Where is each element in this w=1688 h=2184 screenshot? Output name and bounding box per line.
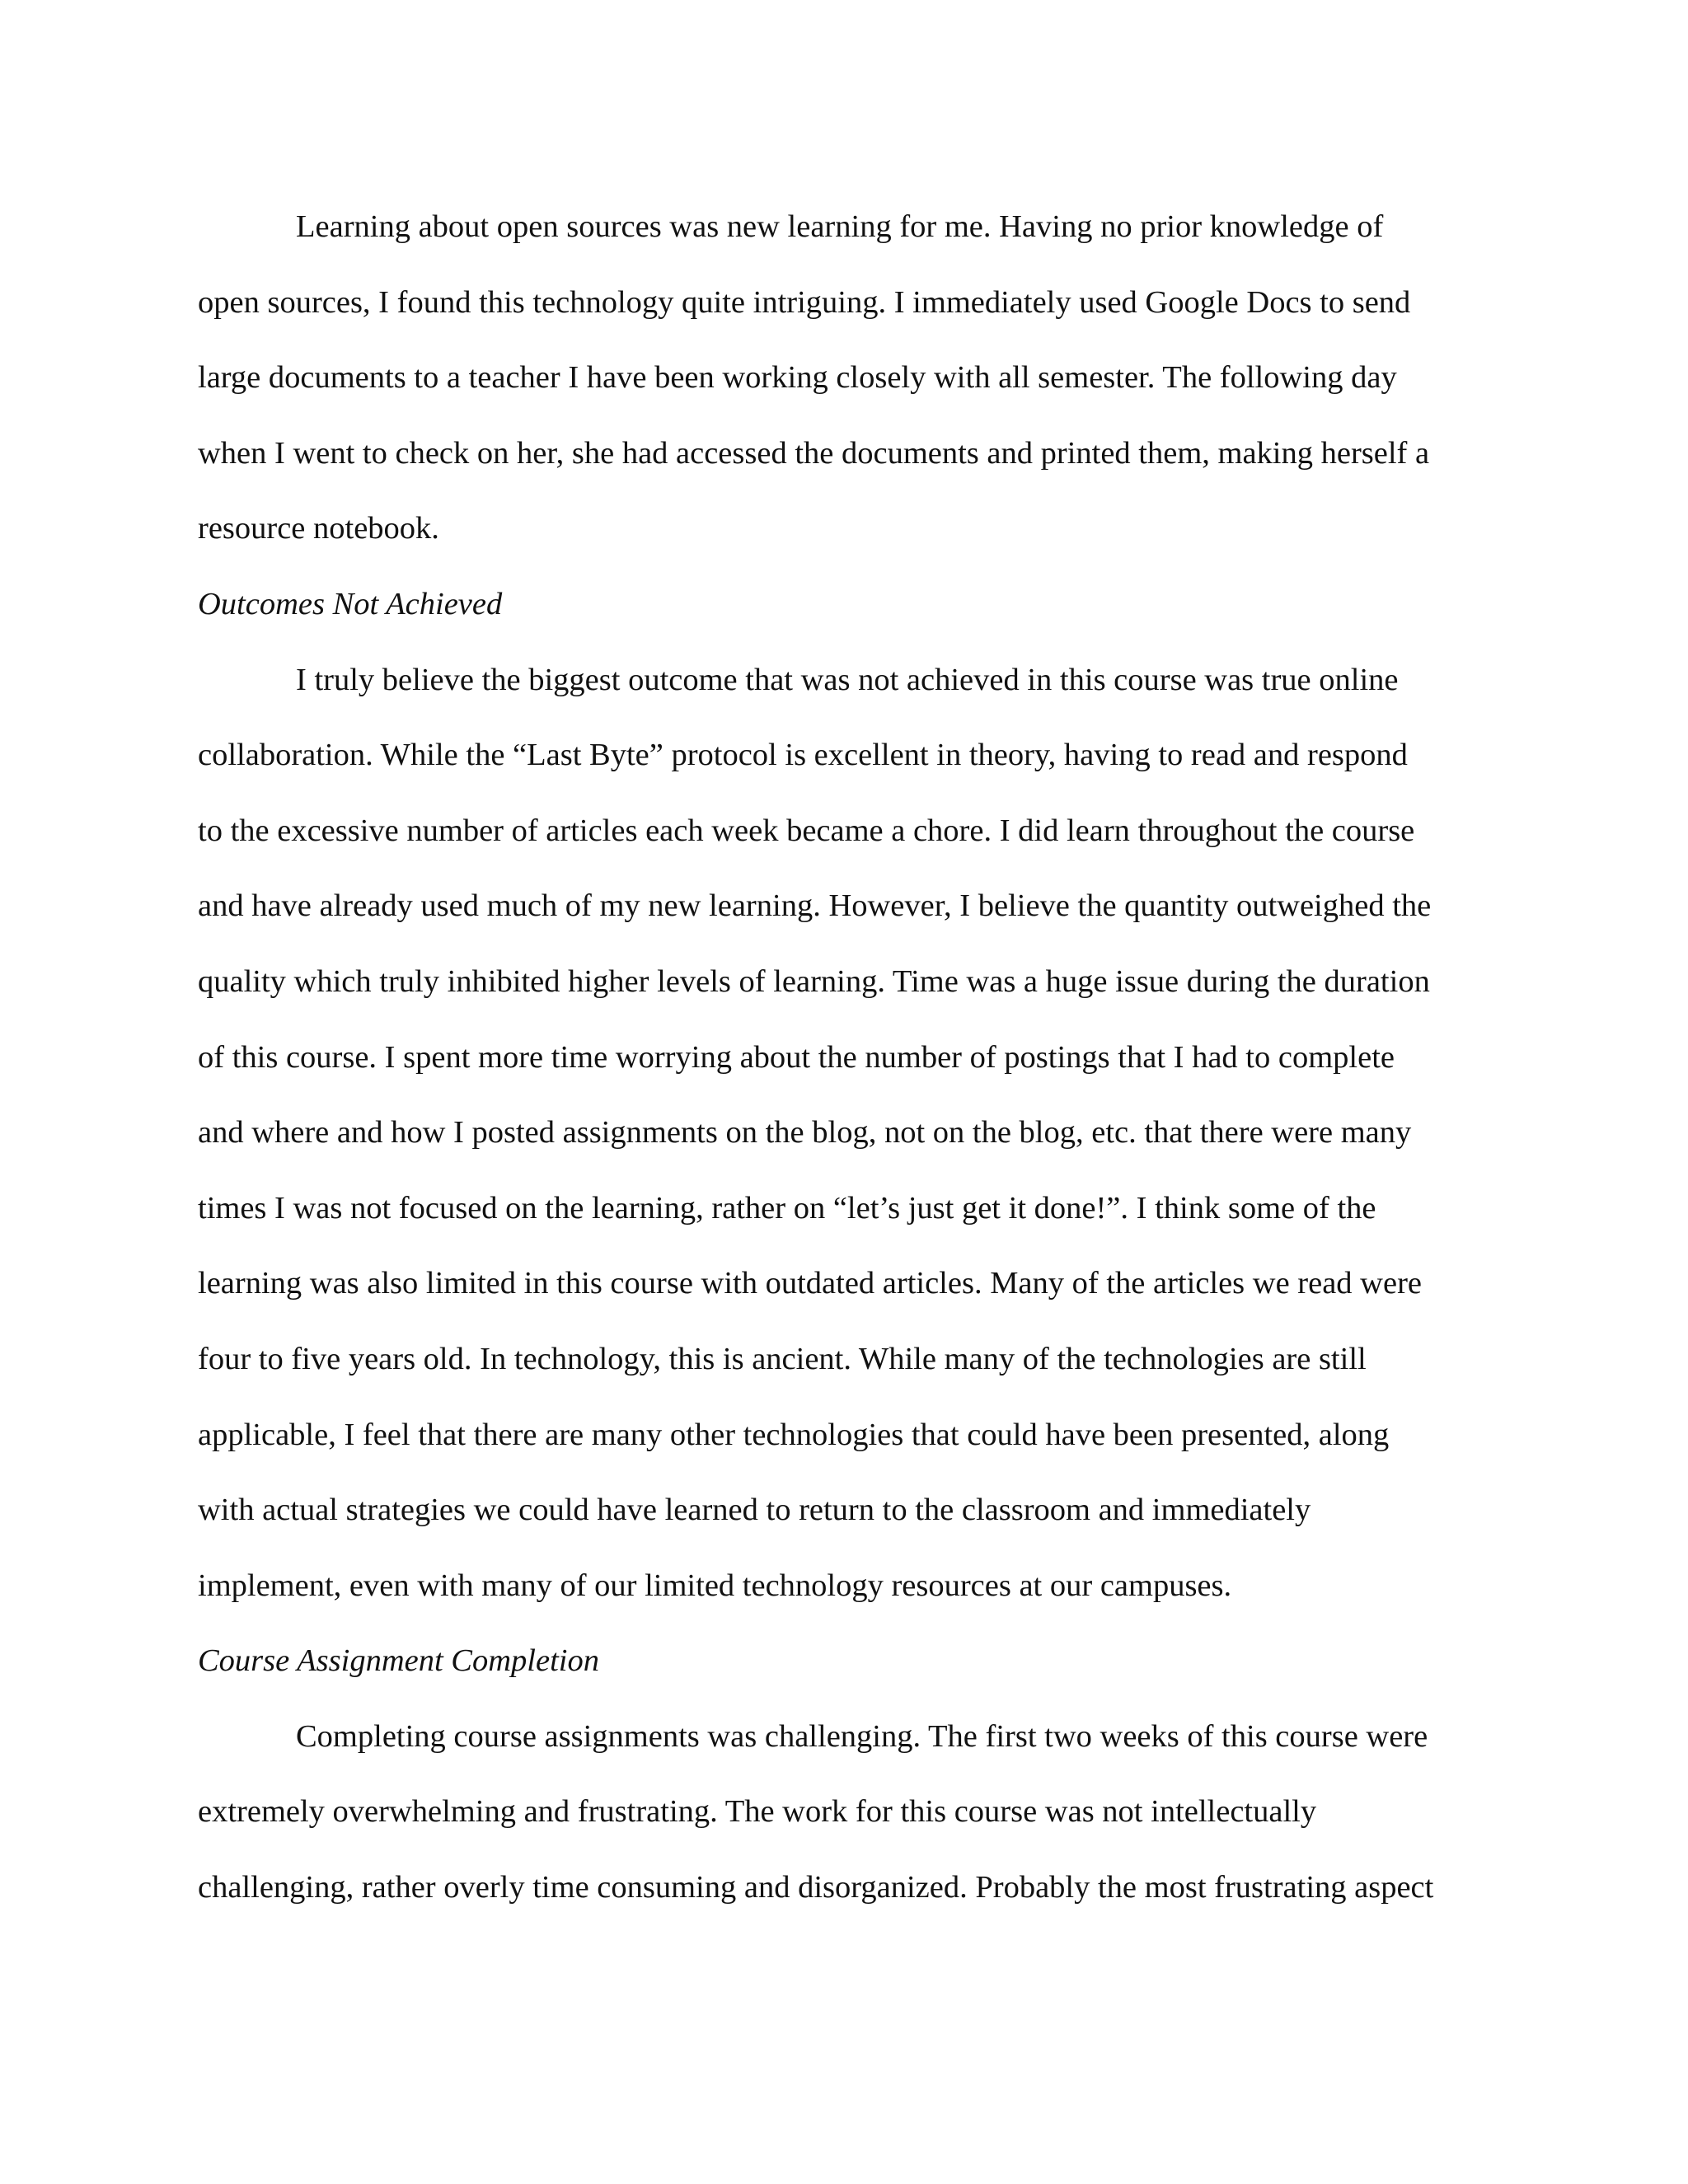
- paragraph-line: applicable, I feel that there are many other technologies that could have been presented, along: [198, 1417, 1390, 1452]
- document-body: [198, 190, 1492, 1926]
- paragraph-line: and where and how I posted assignments on the blog, not on the blog, etc. that there were many: [198, 1115, 1412, 1151]
- paragraph-line: when I went to check on her, she had accessed the documents and printed them, making herself a: [198, 435, 1430, 471]
- paragraph-line: collaboration. While the “Last Byte” protocol is excellent in theory, having to read and respond: [198, 738, 1408, 773]
- paragraph-line: learning was also limited in this course with outdated articles. Many of the articles we read were: [198, 1266, 1422, 1301]
- paragraph-line: open sources, I found this technology quite intriguing. I immediately used Google Docs to send: [198, 284, 1411, 320]
- paragraph-line: Completing course assignments was challenging. The first two weeks of this course were: [296, 1718, 1428, 1754]
- paragraph-assignment-completion: [198, 1699, 1492, 1926]
- paragraph-line: Learning about open sources was new learning for me. Having no prior knowledge of: [296, 209, 1384, 244]
- paragraph-open-sources: [198, 190, 1492, 567]
- paragraph-line: quality which truly inhibited higher levels of learning. Time was a huge issue during the duration: [198, 963, 1430, 999]
- paragraph-line: times I was not focused on the learning, rather on “let’s just get it done!”. I think some of the: [198, 1190, 1376, 1226]
- paragraph-outcomes: [198, 643, 1492, 1624]
- paragraph-line: I truly believe the biggest outcome that was not achieved in this course was true online: [296, 662, 1399, 697]
- paragraph-line: extremely overwhelming and frustrating. The work for this course was not intellectually: [198, 1794, 1317, 1830]
- section-heading-course-assignment-completion: Course Assignment Completion: [198, 1643, 599, 1679]
- paragraph-line: of this course. I spent more time worrying about the number of postings that I had to complete: [198, 1039, 1395, 1075]
- paragraph-line: to the excessive number of articles each week became a chore. I did learn throughout the course: [198, 813, 1415, 848]
- section-heading-outcomes-not-achieved: Outcomes Not Achieved: [198, 586, 503, 621]
- paragraph-line: challenging, rather overly time consuming and disorganized. Probably the most frustrating aspect: [198, 1870, 1434, 1905]
- paragraph-line: four to five years old. In technology, this is ancient. While many of the technologies are still: [198, 1341, 1367, 1376]
- paragraph-line: implement, even with many of our limited technology resources at our campuses.: [198, 1568, 1232, 1603]
- paragraph-line: resource notebook.: [198, 511, 439, 546]
- paragraph-line: large documents to a teacher I have been working closely with all semester. The following day: [198, 360, 1397, 396]
- paragraph-line: with actual strategies we could have learned to return to the classroom and immediately: [198, 1493, 1311, 1528]
- paragraph-line: and have already used much of my new learning. However, I believe the quantity outweighed the: [198, 888, 1432, 924]
